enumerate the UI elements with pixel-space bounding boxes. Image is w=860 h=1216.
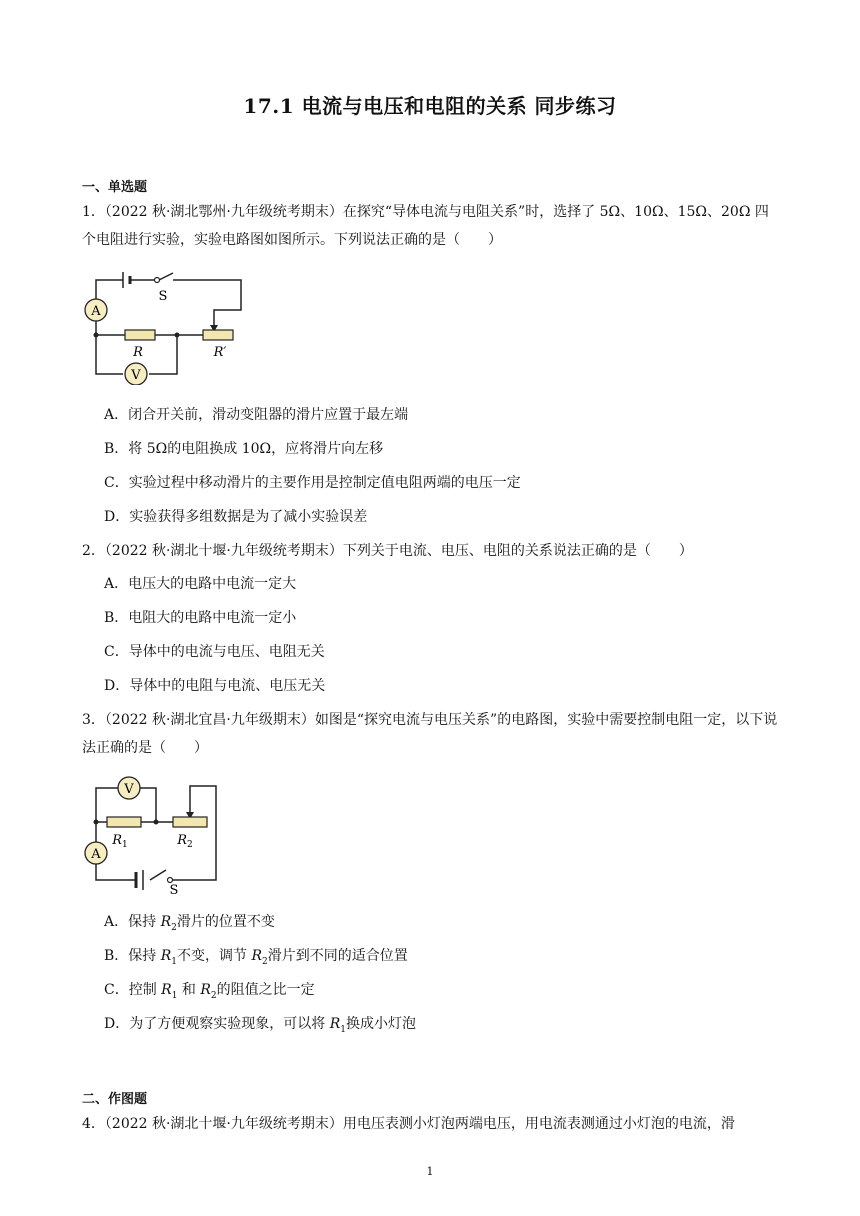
q3-r1-label: $R_1$ (112, 833, 128, 850)
q1-option-a: A．闭合开关前，滑动变阻器的滑片应置于最左端 (104, 407, 409, 423)
page-number: 1 (426, 1165, 434, 1178)
q3-option-b: B．保持 $R_1$不变，调节 $R_2$滑片到不同的适合位置 (104, 948, 408, 967)
q1-switch-label: S (158, 289, 168, 304)
q1-voltmeter-label: V (131, 368, 141, 383)
q2-option-b: B．电阻大的电路中电流一定小 (104, 610, 297, 626)
q1-circuit-diagram (80, 270, 260, 385)
q2-option-c: C．导体中的电流与电压、电阻无关 (104, 644, 325, 660)
q1-resistor-label: R (133, 345, 143, 360)
q2-option-a: A．电压大的电路中电流一定大 (104, 576, 297, 592)
q3-option-d: D．为了方便观察实验现象，可以将 $R_1$换成小灯泡 (104, 1016, 416, 1035)
q1-rheostat-label: R′ (213, 345, 227, 360)
q3-ammeter-label: A (91, 847, 101, 862)
q3-circuit-diagram (80, 770, 230, 895)
question-1-text: 1．（2022 秋·湖北鄂州·九年级统考期末）在探究“导体电流与电阻关系”时，选择了 5Ω、10Ω、15Ω、20Ω 四个电阻进行实验，实验电路图如图所示。下列说法正确的是（ ） (82, 204, 769, 248)
q1-ammeter-label: A (91, 304, 101, 319)
q1-option-c: C．实验过程中移动滑片的主要作用是控制定值电阻两端的电压一定 (104, 475, 521, 491)
question-4-text: 4．（2022 秋·湖北十堰·九年级统考期末）用电压表测小灯泡两端电压，用电流表测通过小灯泡的电流，滑 (82, 1116, 735, 1132)
q3-voltmeter-label: V (124, 782, 134, 797)
q3-r2-label: $R_2$ (177, 833, 193, 850)
q1-option-d: D．实验获得多组数据是为了减小实验误差 (104, 509, 368, 525)
q3-option-c: C．控制 $R_1$ 和 $R_2$的阻值之比一定 (104, 982, 315, 1001)
q3-option-a: A．保持 $R_2$滑片的位置不变 (104, 914, 275, 933)
q2-option-d: D．导体中的电阻与电流、电压无关 (104, 678, 326, 694)
question-3-text: 3．（2022 秋·湖北宜昌·九年级期末）如图是“探究电流与电压关系”的电路图，实验中需要控制电阻一定，以下说法正确的是（ ） (82, 712, 778, 756)
section-heading-drawing: 二、作图题 (82, 1092, 148, 1107)
q1-option-b: B．将 5Ω的电阻换成 10Ω，应将滑片向左移 (104, 441, 384, 457)
q3-switch-label: S (169, 883, 179, 895)
section-heading-single-choice: 一、单选题 (82, 180, 148, 195)
question-2-text: 2．（2022 秋·湖北十堰·九年级统考期末）下列关于电流、电压、电阻的关系说法正确的是（ ） (82, 543, 693, 559)
page-title: 17.1 电流与电压和电阻的关系 同步练习 (243, 94, 617, 118)
